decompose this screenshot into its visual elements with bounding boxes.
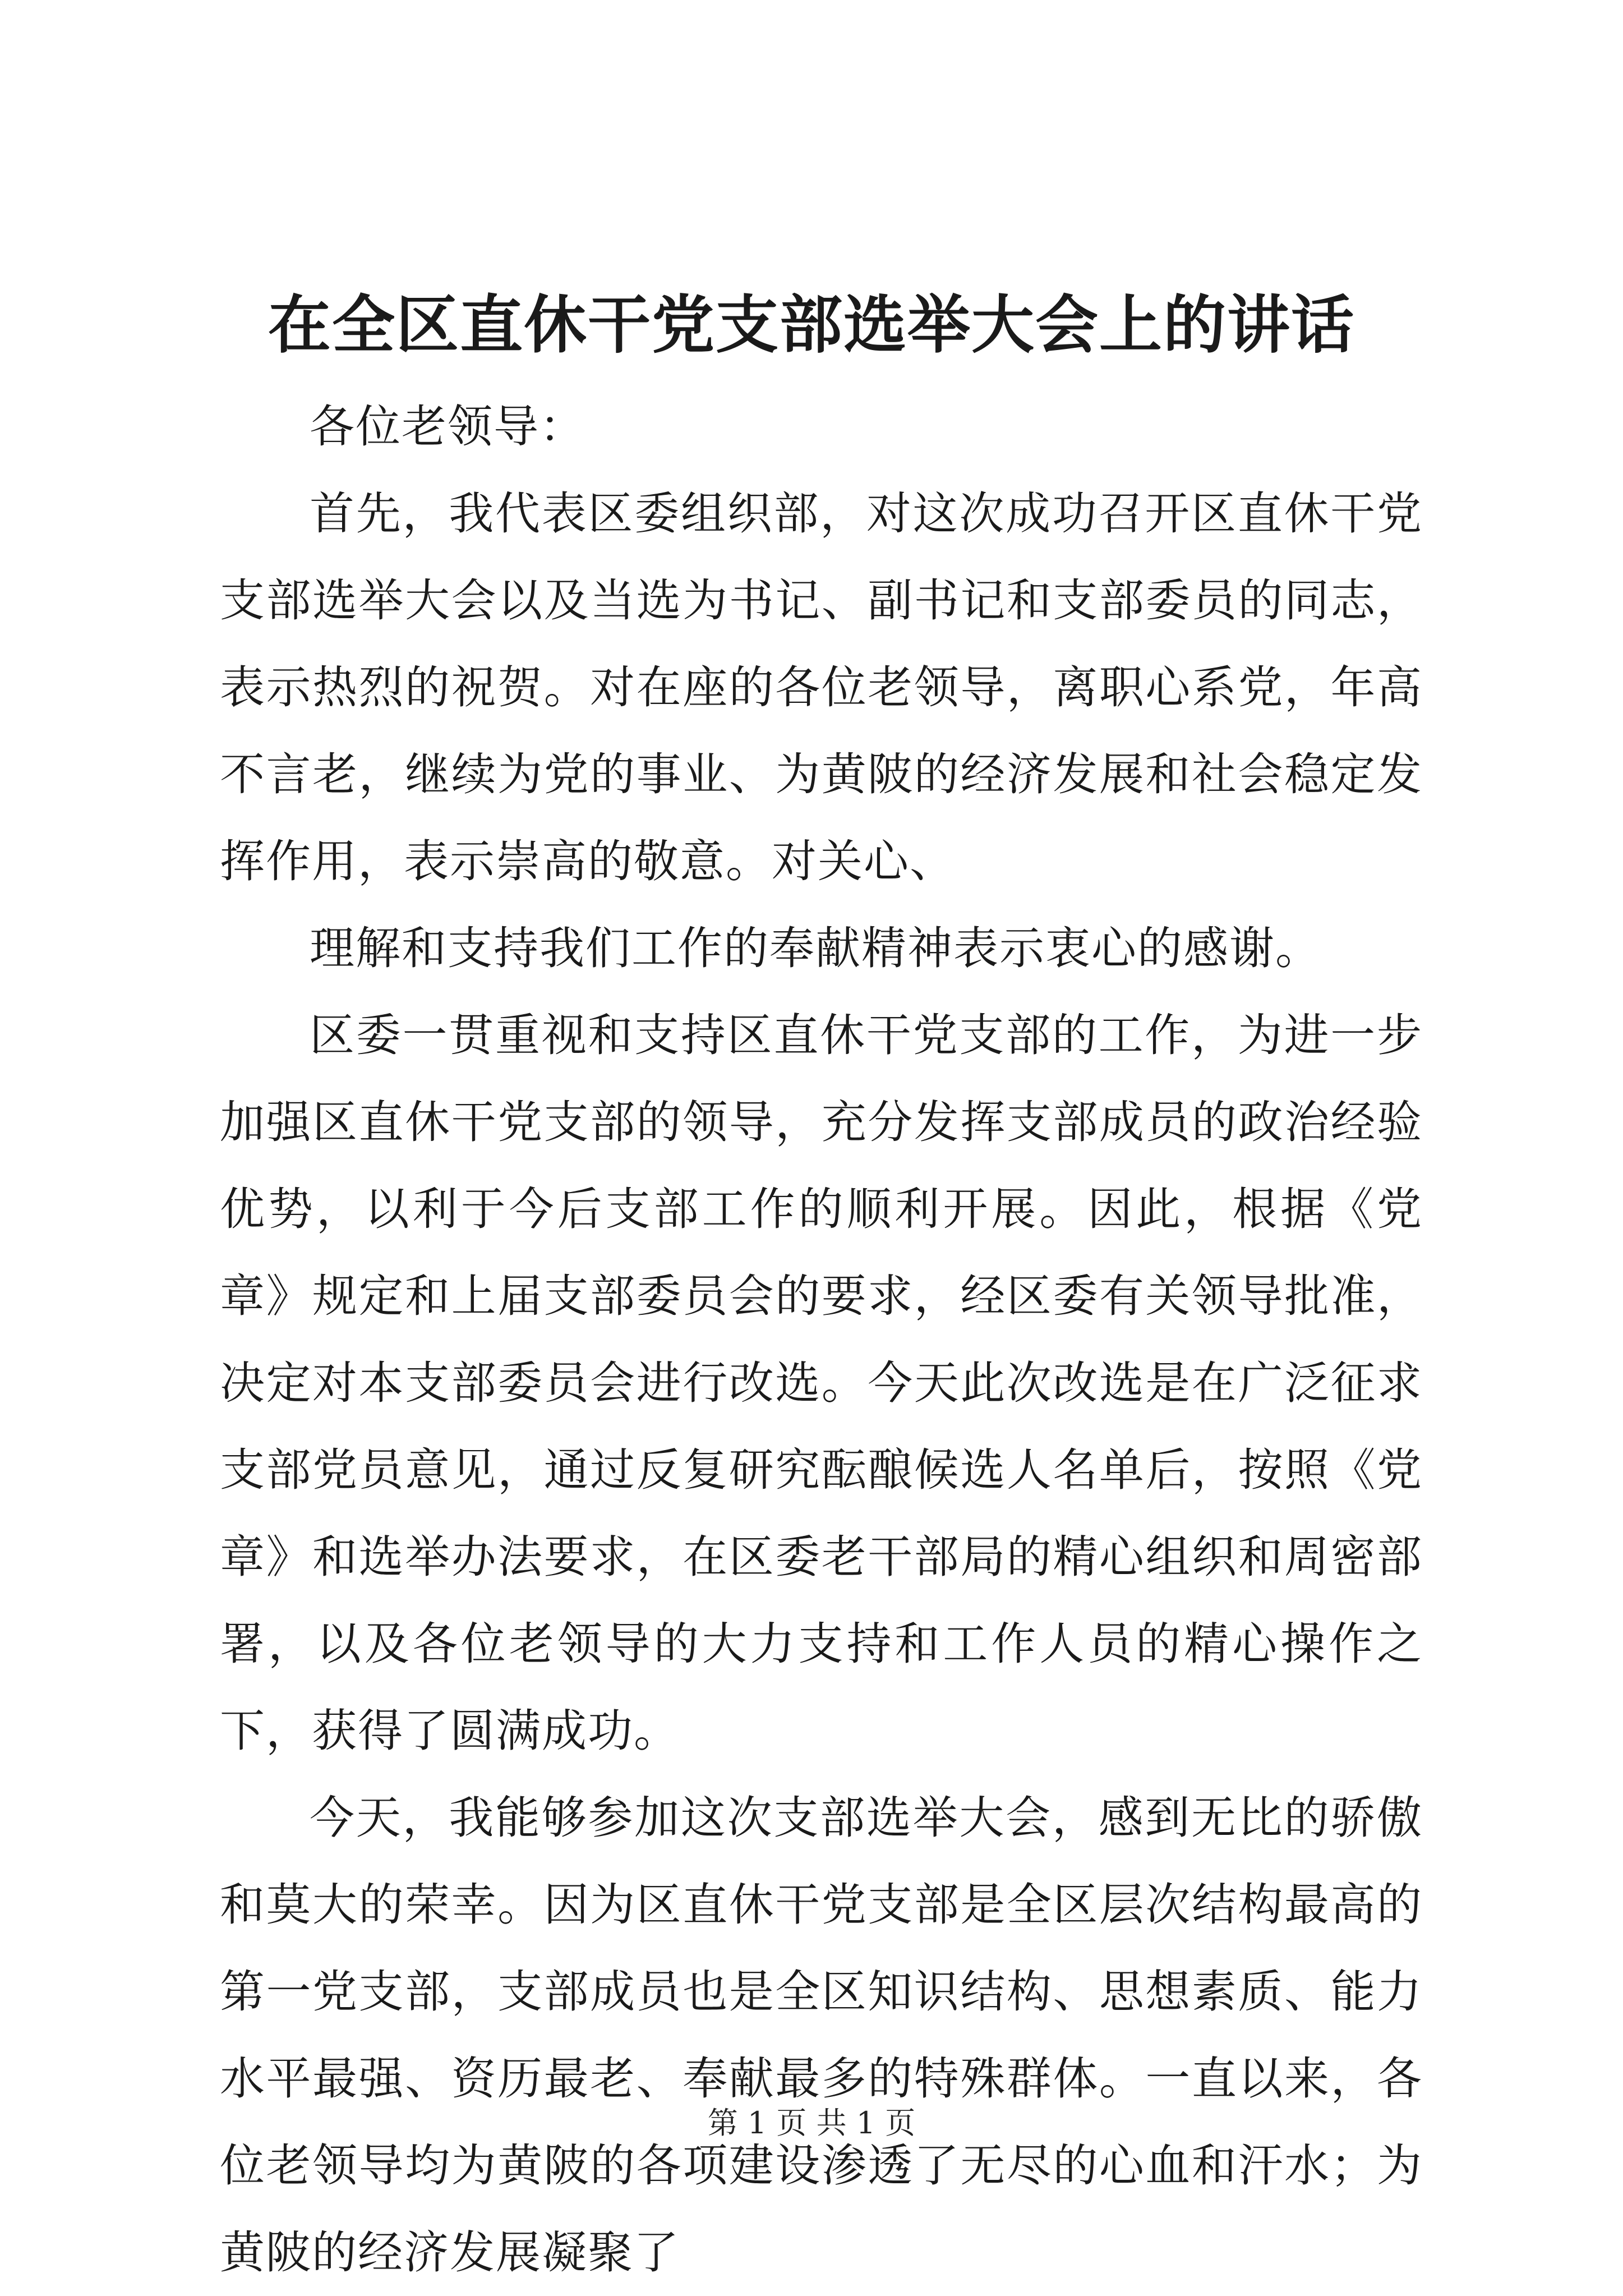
body-paragraph-2: 理解和支持我们工作的奉献精神表示衷心的感谢。 xyxy=(310,922,1321,974)
body-paragraph-4: 今天，我能够参加这次支部选举大会，感到无比的骄傲和莫大的荣幸。因为区直休干党支部是全区层次结构最高的第一党支部，支部成员也是全区知识结构、思想素质、能力水平最强、资历最老、奉献最多的特殊群体。一直以来，各位老领导均为黄陂的各项建设渗透了无尽的心血和汗水；为黄陂的经济发展凝聚了 xyxy=(220,1792,1423,2279)
page-footer: 第 1 页 共 1 页 xyxy=(707,2105,916,2141)
document-body xyxy=(220,383,1423,2296)
document-title: 在全区直休干党支部选举大会上的讲话 xyxy=(268,288,1355,362)
body-paragraph-1: 首先，我代表区委组织部，对这次成功召开区直休干党支部选举大会以及当选为书记、副书记和支部委员的同志，表示热烈的祝贺。对在座的各位老领导，离职心系党，年高不言老，继续为党的事业、为黄陂的经济发展和社会稳定发挥作用，表示崇高的敬意。对关心、 xyxy=(220,487,1423,887)
body-paragraph-3: 区委一贯重视和支持区直休干党支部的工作，为进一步加强区直休干党支部的领导，充分发挥支部成员的政治经验优势，以利于今后支部工作的顺利开展。因此，根据《党章》规定和上届支部委员会的要求，经区委有关领导批准，决定对本支部委员会进行改选。今天此次改选是在广泛征求支部党员意见，通过反复研究酝酿候选人名单后，按照《党章》和选举办法要求，在区委老干部局的精心组织和周密部署，以及各位老领导的大力支持和工作人员的精心操作之下，获得了圆满成功。 xyxy=(220,1009,1423,1757)
salutation-paragraph: 各位老领导： xyxy=(310,401,585,453)
